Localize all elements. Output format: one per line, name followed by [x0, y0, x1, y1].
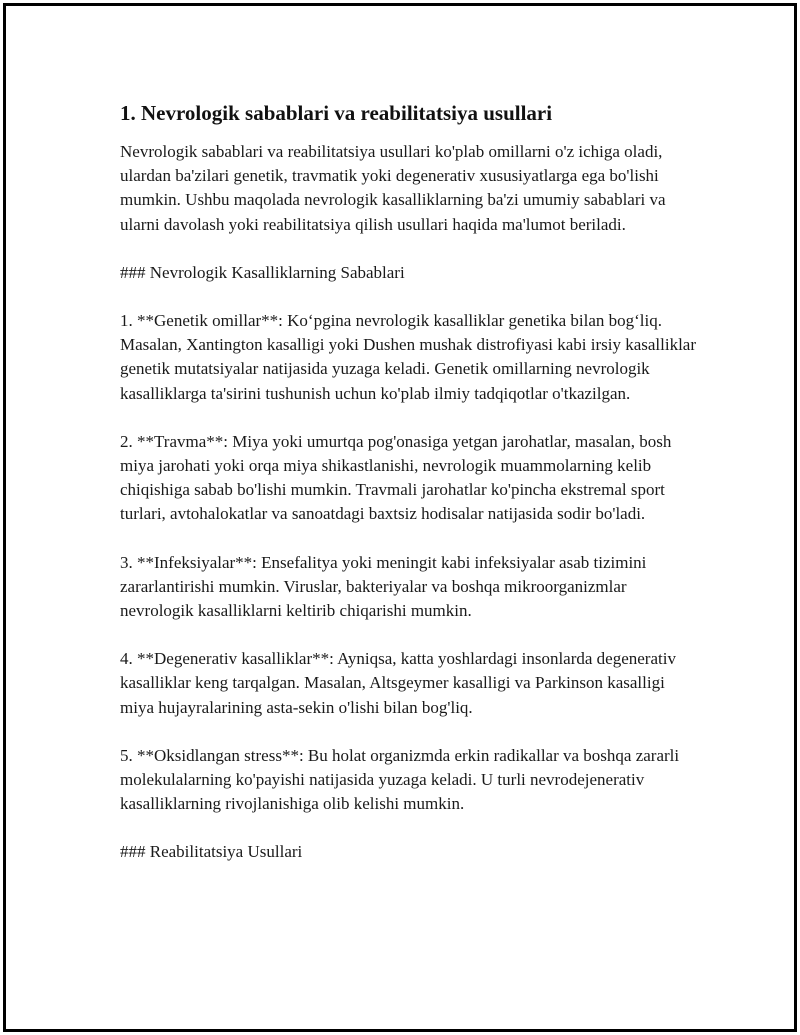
list-item-infections: 3. **Infeksiyalar**: Ensefalitya yoki meningit kabi infeksiyalar asab tizimini zararlantirishi mumkin. Viruslar, bakteriyalar va boshqa mikroorganizmlar nevrologik kasalliklarni keltirib chiqarishi mumkin. — [120, 552, 647, 621]
list-item-degenerative-diseases: 4. **Degenerativ kasalliklar**: Ayniqsa, katta yoshlardagi insonlarda degenerativ kasalliklar keng tarqalgan. Masalan, Altsgeymer kasalligi va Parkinson kasalligi miya hujayralarining asta-sekin o'lishi bilan bog'liq. — [120, 649, 676, 717]
intro-paragraph: Nevrologik sabablari va reabilitatsiya usullari ko'plab omillarni o'z ichiga oladi, ulardan ba'zilari genetik, travmatik yoki degenerativ xususiyatlarga ega bo'lishi mumkin. Ushbu maqolada nevrologik kasalliklarning ba'zi umumiy sabablari va ularni davolash yoki reabilitatsiya qilish usullari haqida ma'lumot beriladi. — [120, 142, 666, 234]
document-body — [120, 98, 700, 889]
document-title: 1. Nevrologik sabablari va reabilitatsiya usullari — [120, 101, 553, 125]
list-item-trauma: 2. **Travma**: Miya yoki umurtqa pog'onasiga yetgan jarohatlar, masalan, bosh miya jarohati yoki orqa miya shikastlanishi, nevrologik muammolarning kelib chiqishiga sabab bo'lishi mumkin. Travmali jarohatlar ko'pincha ekstremal sport turlari, avtohalokatlar va sanoatdagi baxtsiz hodisalar natijasida sodir bo'ladi. — [120, 431, 672, 524]
page-frame — [3, 3, 797, 1032]
section-heading-causes: ### Nevrologik Kasalliklarning Sabablari — [120, 262, 405, 282]
list-item-oxidative-stress: 5. **Oksidlangan stress**: Bu holat organizmda erkin radikallar va boshqa zararli molekulalarning ko'payishi natijasida yuzaga keladi. U turli nevrodejenerativ kasalliklarning rivojlanishiga olib kelishi mumkin. — [120, 745, 680, 814]
list-item-genetic-factors: 1. **Genetik omillar**: Ko‘pgina nevrologik kasalliklar genetika bilan bog‘liq. Masalan, Xantington kasalligi yoki Dushen mushak distrofiyasi kabi irsiy kasalliklar genetik mutatsiyalar natijasida yuzaga keladi. Genetik omillarning nevrologik kasalliklarga ta'sirini tushunish uchun ko'plab ilmiy tadqiqotlar o'tkazilgan. — [120, 311, 697, 403]
section-heading-rehabilitation: ### Reabilitatsiya Usullari — [120, 842, 303, 862]
